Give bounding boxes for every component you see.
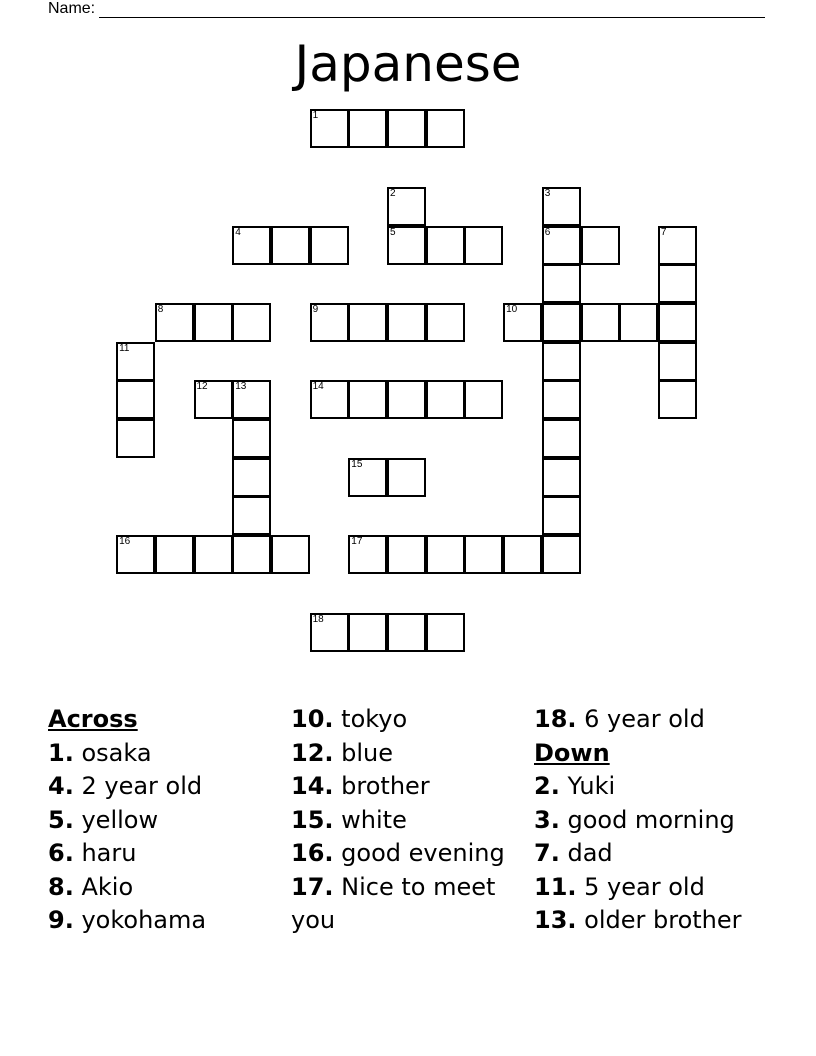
cell-number: 11: [119, 342, 130, 354]
clue-item: [534, 837, 774, 871]
crossword-cell[interactable]: [116, 419, 155, 458]
crossword-cell[interactable]: [426, 109, 465, 148]
crossword-cell[interactable]: [232, 419, 271, 458]
crossword-cell[interactable]: [116, 342, 155, 381]
clue-text: Nice to meet you: [291, 872, 496, 934]
crossword-cell[interactable]: [194, 380, 233, 419]
clue-text: good morning: [567, 805, 735, 834]
crossword-cell[interactable]: [348, 109, 387, 148]
crossword-cell[interactable]: [581, 226, 620, 265]
puzzle-title: Japanese: [294, 35, 522, 93]
crossword-cell[interactable]: [658, 342, 697, 381]
crossword-cell[interactable]: [542, 458, 581, 497]
crossword-cell[interactable]: [658, 380, 697, 419]
crossword-cell[interactable]: [503, 303, 542, 342]
clue-item: [48, 737, 288, 771]
clue-text: 5 year old: [584, 872, 705, 901]
clue-item: [291, 804, 531, 838]
cell-number: 8: [157, 303, 164, 315]
crossword-cell[interactable]: [348, 458, 387, 497]
crossword-cell[interactable]: [658, 303, 697, 342]
clue-number: 15.: [291, 805, 334, 834]
crossword-cell[interactable]: [387, 613, 426, 652]
clue-column-1: [48, 703, 288, 938]
cell-number: 14: [312, 381, 324, 393]
name-field[interactable]: [48, 0, 765, 18]
clue-number: 1.: [48, 738, 74, 767]
clue-item: [534, 703, 774, 737]
clue-text: yokohama: [81, 906, 207, 934]
cell-number: 5: [390, 226, 396, 238]
clue-number: 13.: [534, 906, 577, 934]
crossword-cell[interactable]: [426, 226, 465, 265]
crossword-cell[interactable]: [155, 535, 194, 574]
cell-number: 1: [312, 110, 319, 122]
clue-item: [534, 904, 774, 938]
crossword-cell[interactable]: [194, 303, 233, 342]
crossword-cell[interactable]: [581, 303, 620, 342]
clue-number: 18.: [534, 705, 577, 733]
clue-item: [291, 837, 531, 871]
clue-item: [534, 770, 774, 804]
crossword-cell[interactable]: [232, 303, 271, 342]
clue-text: good evening: [341, 839, 505, 867]
clue-number: 3.: [534, 805, 560, 834]
crossword-cell[interactable]: [464, 535, 503, 574]
crossword-cell[interactable]: [542, 303, 581, 342]
clue-column-2: [291, 703, 531, 938]
crossword-cell[interactable]: [232, 380, 271, 419]
cell-number: 2: [390, 187, 396, 199]
clue-item: [534, 804, 774, 838]
cell-number: 10: [506, 303, 518, 315]
crossword-cell[interactable]: [658, 264, 697, 303]
clue-item: [48, 904, 288, 938]
crossword-cell[interactable]: [542, 496, 581, 535]
crossword-cell[interactable]: [387, 187, 426, 226]
clue-number: 9.: [48, 906, 74, 934]
crossword-cell[interactable]: [348, 380, 387, 419]
clue-item: [48, 770, 288, 804]
cell-number: 13: [235, 381, 247, 393]
clue-item: [48, 804, 288, 838]
crossword-cell[interactable]: [426, 613, 465, 652]
clue-item: [48, 871, 288, 905]
clue-item: [291, 871, 531, 938]
crossword-cell[interactable]: [387, 535, 426, 574]
crossword-cell[interactable]: [155, 303, 194, 342]
clue-number: 10.: [291, 705, 334, 733]
crossword-cell[interactable]: [310, 613, 349, 652]
crossword-cell[interactable]: [387, 303, 426, 342]
crossword-cell[interactable]: [232, 535, 271, 574]
crossword-cell[interactable]: [348, 613, 387, 652]
cell-number: 12: [196, 381, 208, 393]
clue-number: 5.: [48, 805, 74, 834]
clue-heading: Across: [48, 705, 138, 733]
clue-text: brother: [341, 772, 430, 800]
clue-item: [291, 770, 531, 804]
clue-text: older brother: [584, 906, 742, 934]
crossword-cell[interactable]: [542, 264, 581, 303]
crossword-cell[interactable]: [387, 109, 426, 148]
clue-text: white: [341, 805, 407, 834]
crossword-cell[interactable]: [271, 226, 310, 265]
crossword-cell[interactable]: [194, 535, 233, 574]
crossword-cell[interactable]: [426, 380, 465, 419]
crossword-cell[interactable]: [310, 380, 349, 419]
clue-number: 7.: [534, 839, 560, 867]
cell-number: 16: [119, 536, 131, 548]
clue-item: [48, 837, 288, 871]
clue-column-3: [534, 703, 774, 938]
crossword-cell[interactable]: [542, 187, 581, 226]
cell-number: 9: [312, 303, 319, 315]
crossword-cell[interactable]: [542, 419, 581, 458]
clue-text: dad: [567, 839, 613, 867]
clue-text: 2 year old: [81, 772, 203, 800]
name-label: Name:: [48, 0, 96, 17]
clue-number: 11.: [534, 872, 577, 901]
clue-number: 16.: [291, 839, 334, 867]
crossword-cell[interactable]: [232, 496, 271, 535]
crossword-cell[interactable]: [387, 226, 426, 265]
clue-text: yellow: [81, 805, 159, 834]
crossword-cell[interactable]: [464, 380, 503, 419]
crossword-cell[interactable]: [542, 535, 581, 574]
clue-text: osaka: [81, 738, 152, 767]
crossword-cell[interactable]: [619, 303, 658, 342]
cell-number: 4: [235, 226, 241, 238]
crossword-cell[interactable]: [310, 109, 349, 148]
crossword-cell[interactable]: [542, 226, 581, 265]
crossword-cell[interactable]: [310, 303, 349, 342]
cell-number: 17: [351, 536, 363, 548]
clue-number: 17.: [291, 872, 334, 901]
crossword-cell[interactable]: [426, 303, 465, 342]
crossword-cell[interactable]: [658, 226, 697, 265]
crossword-cell[interactable]: [464, 226, 503, 265]
crossword-cell[interactable]: [232, 226, 271, 265]
clue-item: [534, 871, 774, 905]
clue-number: 4.: [48, 772, 74, 800]
crossword-cell[interactable]: [426, 535, 465, 574]
clue-text: 6 year old: [584, 705, 705, 733]
crossword-cell[interactable]: [310, 226, 349, 265]
crossword-cell[interactable]: [387, 458, 426, 497]
clue-item: [291, 703, 531, 737]
clue-number: 8.: [48, 872, 74, 901]
name-underline[interactable]: [99, 3, 765, 18]
crossword-cell[interactable]: [271, 535, 310, 574]
cell-number: 7: [660, 226, 667, 238]
clue-text: Akio: [81, 872, 134, 901]
crossword-cell[interactable]: [387, 380, 426, 419]
crossword-cell[interactable]: [542, 342, 581, 381]
crossword-cell[interactable]: [116, 380, 155, 419]
crossword-cell[interactable]: [116, 535, 155, 574]
crossword-cell[interactable]: [542, 380, 581, 419]
clue-item: [291, 737, 531, 771]
clue-text: blue: [341, 738, 394, 767]
clue-number: 14.: [291, 772, 334, 800]
cell-number: 18: [312, 613, 324, 625]
crossword-cell[interactable]: [232, 458, 271, 497]
clue-number: 12.: [291, 738, 334, 767]
crossword-cell[interactable]: [503, 535, 542, 574]
clue-text: Yuki: [567, 772, 616, 800]
crossword-cell[interactable]: [348, 535, 387, 574]
cell-number: 3: [544, 187, 551, 199]
cell-number: 15: [351, 458, 363, 470]
clue-heading: Down: [534, 738, 610, 767]
crossword-cell[interactable]: [348, 303, 387, 342]
clue-text: tokyo: [341, 705, 408, 733]
cell-number: 6: [544, 226, 551, 238]
clue-number: 2.: [534, 772, 560, 800]
clue-text: haru: [81, 839, 137, 867]
clue-number: 6.: [48, 839, 74, 867]
